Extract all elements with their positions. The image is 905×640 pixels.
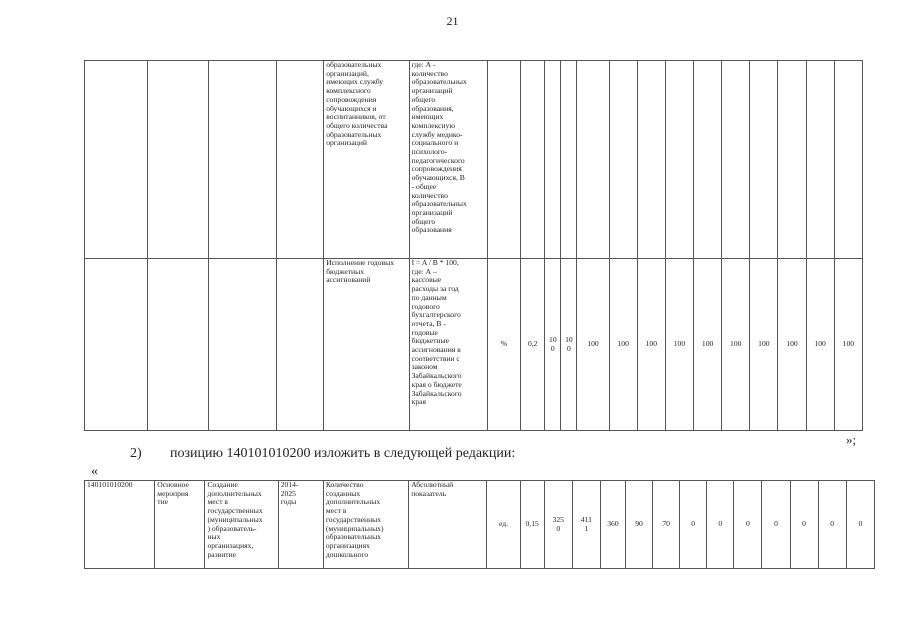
value-cell: 0 (818, 481, 846, 569)
value-cell: 0 (680, 481, 707, 569)
table-row (85, 259, 863, 431)
item-number: 2) (130, 446, 142, 461)
text-line: годовые (411, 327, 438, 337)
split-value: 411 1 (580, 515, 592, 534)
text-line: ассигнования в (411, 345, 461, 355)
text-line: 2025 (280, 488, 296, 498)
text-line: ) образователь- (207, 523, 257, 533)
value-cell (572, 481, 600, 569)
text-line: дошкольного (325, 549, 369, 559)
value-cell: 0 (846, 481, 874, 569)
text-line: Количество (325, 480, 364, 489)
text-line: общего количества (326, 120, 388, 130)
indicator-type-cell (409, 481, 487, 569)
text-line: края (411, 397, 426, 407)
text-line: имеющих службу (326, 77, 384, 87)
text-line: где: А – (411, 266, 437, 276)
text-line: образовательных (411, 199, 467, 209)
unit-cell: % (488, 259, 521, 431)
text-line: расходы за год (411, 284, 459, 294)
value-cell: 100 (778, 259, 806, 431)
text-line: I = A / B * 100, (411, 258, 459, 267)
value-cell (561, 259, 577, 431)
text-line: края о бюджете (411, 379, 462, 389)
formula-cell (409, 259, 487, 431)
value-cell: 100 (750, 259, 778, 431)
text-line: организаций (326, 138, 367, 148)
text-line: общего (411, 94, 436, 104)
text-line: организациях, (207, 540, 254, 550)
value-cell: 100 (665, 259, 693, 431)
text-line: мест в (325, 506, 347, 516)
text-line: государственных (207, 506, 263, 516)
text-line: (муниципальных) (325, 523, 384, 533)
value-cell: 100 (834, 259, 862, 431)
split-value: 325 0 (552, 515, 564, 534)
value-cell: 0 (762, 481, 790, 569)
split-value: 10 0 (565, 335, 573, 354)
text-line: законом (411, 362, 438, 372)
text-line: развитие (207, 549, 237, 559)
indicators-table-continued (84, 60, 863, 431)
text-line: количество (411, 190, 448, 200)
text-line: сопровождения (326, 94, 377, 104)
text-line: кассовые (411, 275, 442, 285)
name-cell (155, 481, 205, 569)
formula-cell (409, 61, 487, 259)
period-cell (278, 481, 323, 569)
text-line: Исполнение годовых (326, 258, 395, 267)
page-number: 21 (446, 14, 459, 28)
text-line: комплексного (326, 86, 371, 96)
text-line: имеющих (411, 112, 444, 122)
text-line: ных (207, 532, 221, 542)
split-value: 10 0 (549, 335, 557, 354)
value-cell: 0 (790, 481, 818, 569)
text-line: комплексную (411, 120, 456, 130)
text-line: мероприя (157, 488, 189, 498)
text-line: Создание (207, 480, 238, 489)
value-cell: 360 (600, 481, 625, 569)
text-line: образования (411, 225, 452, 235)
text-line: тие (157, 497, 169, 507)
text-line: (муниципальных (207, 514, 263, 524)
text-line: социального и (411, 138, 459, 148)
value-cell (544, 481, 572, 569)
text-line: бюджетные (411, 336, 450, 346)
text-line: годы (280, 497, 297, 507)
text-line: бухгалтерского (411, 310, 461, 320)
value-cell: 100 (722, 259, 750, 431)
value-cell: 100 (637, 259, 665, 431)
value-cell: 100 (577, 259, 609, 431)
text-line: дополнительных (207, 488, 262, 498)
text-line: образовательных (326, 129, 382, 139)
text-line: образовательных (411, 77, 467, 87)
text-line: психолого- (411, 147, 448, 157)
weight-cell: 0,2 (521, 259, 545, 431)
text-line: педагогического (411, 155, 465, 165)
text-line: годового (411, 301, 440, 311)
text-line: сопровождения (411, 164, 462, 174)
text-line: общего (411, 216, 436, 226)
indicator-cell (324, 61, 409, 259)
text-line: отчета, В - (411, 318, 446, 328)
text-line: дополнительных (325, 497, 381, 507)
text-line: ассигнований (326, 275, 371, 285)
text-line: мест в (207, 497, 228, 507)
text-line: обучающихся и (326, 103, 377, 113)
text-line: образования, (411, 103, 454, 113)
weight-cell: 0,15 (520, 481, 544, 569)
text-line: обучающихся, В (411, 173, 465, 183)
text-line: воспитанников, от (326, 112, 386, 122)
value-cell: 90 (625, 481, 652, 569)
indicator-cell (323, 481, 408, 569)
text-line: Забайкальского (411, 388, 462, 398)
text-line: бюджетных (326, 266, 365, 276)
text-line: организаций (411, 207, 453, 217)
value-cell: 100 (609, 259, 637, 431)
text-line: созданных (325, 488, 361, 498)
value-cell: 0 (707, 481, 734, 569)
closing-quote: »; (846, 432, 857, 447)
text-line: соответствии с (411, 353, 460, 363)
unit-cell: ед. (487, 481, 520, 569)
text-line: Абсолютный (411, 480, 454, 489)
position-table (84, 480, 875, 569)
value-cell: 0 (734, 481, 762, 569)
text-line: количество (411, 68, 448, 78)
text-line: образовательных (326, 60, 382, 69)
text-line: где: А - (411, 60, 436, 69)
text-line: показатель (411, 488, 447, 498)
code-cell: 140101010200 (85, 481, 155, 569)
text-line: Основное (157, 480, 189, 489)
text-line: Забайкальского (411, 371, 462, 381)
value-cell (545, 259, 561, 431)
indicator-cell (324, 259, 409, 431)
text-line: по данным (411, 292, 447, 302)
text-line: государственных (325, 514, 382, 524)
instruction-text: позицию 140101010200 изложить в следующей редакции: (170, 446, 516, 461)
description-cell (205, 481, 278, 569)
text-line: - общее (411, 181, 437, 191)
text-line: организациях (325, 540, 370, 550)
table-row (85, 61, 863, 259)
value-cell: 100 (806, 259, 834, 431)
table-row (85, 481, 875, 569)
opening-quote: « (91, 464, 98, 479)
value-cell: 100 (694, 259, 722, 431)
text-line: организаций (411, 86, 453, 96)
text-line: организаций, (326, 68, 369, 78)
text-line: службу медико- (411, 129, 463, 139)
value-cell: 70 (653, 481, 680, 569)
text-line: 2014- (280, 480, 299, 489)
text-line: образовательных (325, 532, 382, 542)
